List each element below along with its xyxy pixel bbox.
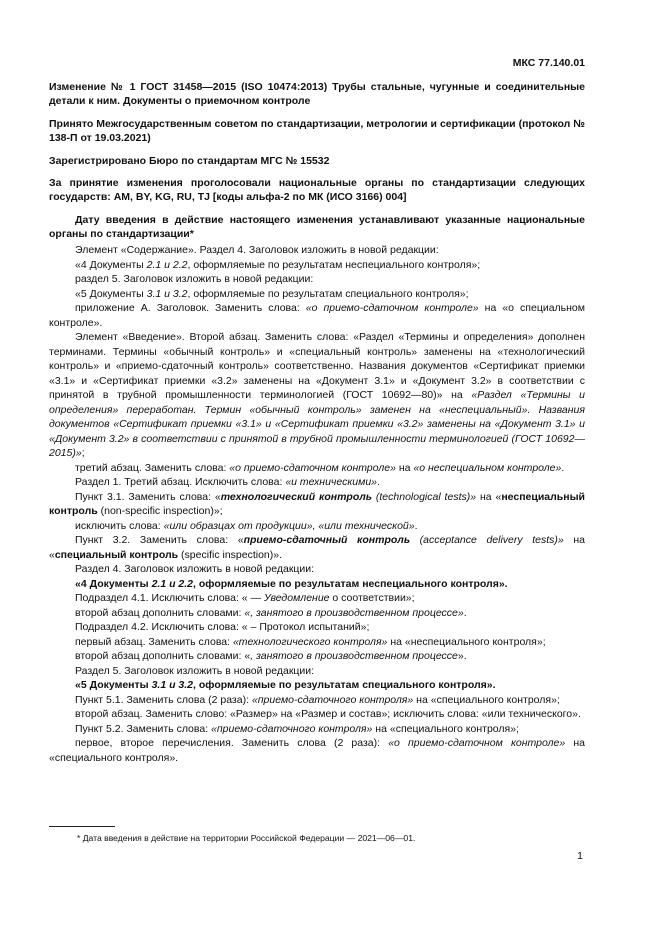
paragraph: Подраздел 4.2. Исключить слова: « – Протокол испытаний»; [75, 621, 370, 633]
paragraph: «5 Документы 3.1 и 3.2, оформляемые по результатам специального контроля». [75, 679, 496, 691]
voting-statement: За принятие изменения проголосовали национальные органы по стандартизации следующих государств: AM, BY, KG, RU, TJ [коды альфа-2 по МК (ИСО 3166) 004] [49, 177, 585, 204]
amendment-title: Изменение № 1 ГОСТ 31458—2015 (ISO 10474:2013) Трубы стальные, чугунные и соединительные детали к ним. Документы о приемочном контроле [49, 81, 585, 108]
classification-code: МКС 77.140.01 [512, 57, 585, 69]
paragraph: первое, второе перечисления. Заменить слова (2 раза): «о приемо-сдаточном контроле» на «специального контроля». [49, 737, 586, 764]
paragraph: Пункт 3.2. Заменить слова: «приемо-сдаточный контроль (acceptance delivery tests)» на «специальный контроль (specific inspection)». [49, 534, 585, 561]
paragraph: исключить слова: «или образцах от продукции», «или технической». [75, 519, 418, 532]
paragraph: «4 Документы 2.1 и 2.2, оформляемые по результатам неспециального контроля». [75, 577, 508, 590]
paragraph: Элемент «Содержание». Раздел 4. Заголовок изложить в новой редакции: [75, 244, 439, 256]
registration-statement: Зарегистрировано Бюро по стандартам МГС № 15532 [49, 154, 330, 167]
paragraph: Пункт 5.1. Заменить слова (2 раза): «приемо-сдаточного контроля» на «специального контроля»; [75, 693, 560, 706]
paragraph: Раздел 1. Третий абзац. Исключить слова: «и техническими». [75, 476, 380, 488]
paragraph: «5 Документы 3.1 и 3.2, оформляемые по результатам специального контроля»; [75, 287, 469, 300]
paragraph: второй абзац дополнить словами: «, занятого в производственном процессе». [75, 606, 467, 619]
paragraph: Раздел 4. Заголовок изложить в новой редакции: [75, 563, 315, 575]
paragraph: раздел 5. Заголовок изложить в новой редакции: [75, 273, 314, 285]
amendment-body [49, 243, 585, 765]
paragraph: Элемент «Введение». Второй абзац. Заменить слова: «Раздел «Термины и определения» дополнен терминами. Термины «обычный контроль» и «специальный контроль» заменены на «технологический контроль» и «приемо-сдаточный контроль» соответственно. Названия документов «Сертификат приемки «3.1» и «Сертификат приемки «3.2» заменены на «Документ 3.1» и «Документ 3.2» в соответствии с принятой в трубной промышленности терминологией (ГОСТ 10692—80)» на «Раздел «Термины и определения» переработан. Термин «обычный контроль» заменен на «неспециальный». Названия документов «Сертификат приемки «3.1» и «Сертификат приемки «3.2» заменены на «Документ 3.1» и «Документ 3.2» в соответствии с принятой в трубной промышленности терминологией (ГОСТ 10692—2015)»; [49, 331, 585, 459]
paragraph: второй абзац. Заменить слово: «Размер» на «Размер и состав»; исключить слова: «или технического». [75, 708, 581, 720]
paragraph: приложение А. Заголовок. Заменить слова: «о приемо-сдаточном контроле» на «о специальном контроле». [49, 302, 585, 329]
paragraph: Раздел 5. Заголовок изложить в новой редакции: [75, 664, 315, 677]
paragraph: Пункт 3.1. Заменить слова: «технологический контроль (technological tests)» на «неспециальный контроль (non-specific inspection)»; [49, 490, 586, 517]
amendment-header [49, 80, 585, 250]
adopted-statement: Принято Межгосударственным советом по стандартизации, метрологии и сертификации (протокол № 138-П от 19.03.2021) [49, 117, 585, 145]
paragraph: Подраздел 4.1. Исключить слова: « — Уведомление о соответствии»; [75, 592, 415, 604]
footnote: * Дата введения в действие на территории Российской Федерации — 2021—06—01. [77, 833, 416, 843]
paragraph: Пункт 5.2. Заменить слова: «приемо-сдаточного контроля» на «специального контроля»; [75, 722, 519, 735]
footnote-divider [49, 826, 115, 827]
page-number: 1 [577, 850, 583, 862]
effective-date-statement: Дату введения в действие настоящего изменения устанавливают указанные национальные органы по стандартизации* [49, 213, 585, 241]
paragraph: второй абзац дополнить словами: «, занятого в производственном процессе». [75, 650, 467, 662]
paragraph: третий абзац. Заменить слова: «о приемо-сдаточном контроле» на «о неспециальном контроле». [75, 461, 565, 474]
paragraph: первый абзац. Заменить слова: «технологического контроля» на «неспециального контроля»; [75, 635, 546, 648]
paragraph: «4 Документы 2.1 и 2.2, оформляемые по результатам неспециального контроля»; [75, 258, 481, 271]
